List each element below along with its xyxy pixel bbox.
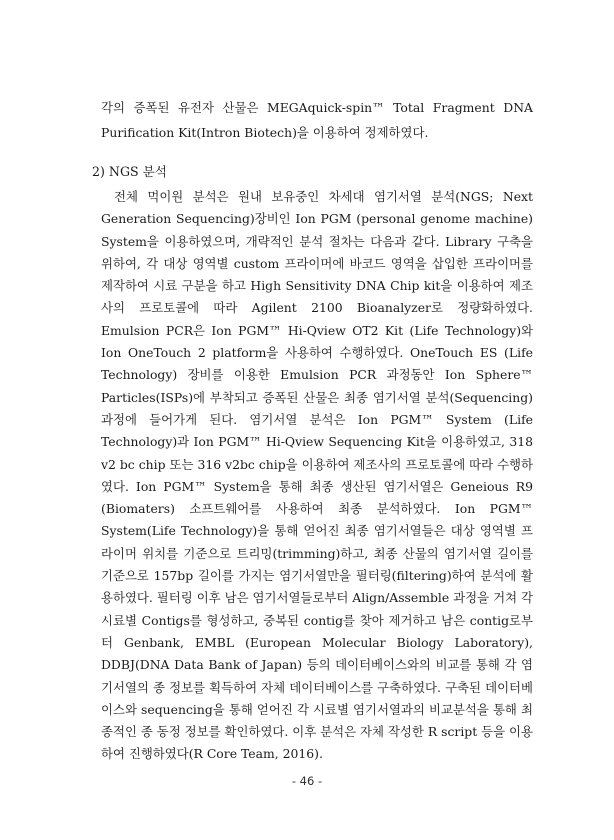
page-number: - 46 -: [291, 774, 323, 788]
body-paragraph: 전체 먹이원 분석은 원내 보유중인 차세대 염기서열 분석(NGS; Next Generation Sequencing)장비인 Ion PGM (personal genome machine) System을 이용하였으며, 개략적인 분석 절차는 다음과 같다. Library 구축을 위하여, 각 대상 영역별 custom 프라이머에 바코드 영역을 삽입한 프라이머를 제작하여 시료 구분을 하고 High Sensitivity DNA Chip kit을 이용하여 제조사의 프로토콜에 따라 Agilent 2100 Bioanalyzer로 정량화하였다. Emulsion PCR은 Ion PGM™ Hi-Qview OT2 Kit (Life Technology)와 Ion OneTouch 2 platform을 사용하여 수행하였다. OneTouch ES (Life Technology) 장비를 이용한 Emulsion PCR 과정동안 Ion Sphere™ Particles(ISPs)에 부착되고 증폭된 산물은 최종 염기서열 분석(Sequencing)과정에 들어가게 된다. 염기서열 분석은 Ion PGM™ System (Life Technology)과 Ion PGM™ Hi-Qview Sequencing Kit을 이용하였고, 318 v2 bc chip 또는 316 v2bc chip을 이용하여 제조사의 프로토콜에 따라 수행하였다. Ion PGM™ System을 통해 최종 생산된 염기서열은 Geneious R9 (Biomaters) 소프트웨어를 사용하여 최종 분석하였다. Ion PGM™ System(Life Technology)을 통해 얻어진 최종 염기서열들은 대상 영역별 프라이머 위치를 기준으로 트리밍(trimming)하고, 최종 산물의 염기서열 길이를 기준으로 157bp 길이를 가지는 염기서열만을 필터링(filtering)하여 분석에 활용하였다. 필터링 이후 남은 염기서열들로부터 Align/Assemble 과정을 거쳐 각 시료별 Contigs를 형성하고, 중복된 contig를 찾아 제거하고 남은 contig로부터 Genbank, EMBL (European Molecular Biology Laboratory), DDBJ(DNA Data Bank of Japan) 등의 데이터베이스와의 비교를 통해 각 염기서열의 종 정보를 획득하여 자체 데이터베이스를 구축하였다. 구축된 데이터베이스와 sequencing을 통해 얻어진 각 시료별 염기서열과의 비교분석을 통해 최종적인 종 동정 정보를 확인하였다. 이후 분석은 자체 작성한 R script 등을 이용하여 진행하였다(R Core Team, 2016).: [101, 189, 533, 762]
section-heading: 2) NGS 분석: [92, 164, 167, 179]
intro-paragraph: 각의 증폭된 유전자 산물은 MEGAquick-spin™ Total Fragment DNA Purification Kit(Intron Biotech)을 이용하여 정제하였다.: [101, 100, 533, 140]
